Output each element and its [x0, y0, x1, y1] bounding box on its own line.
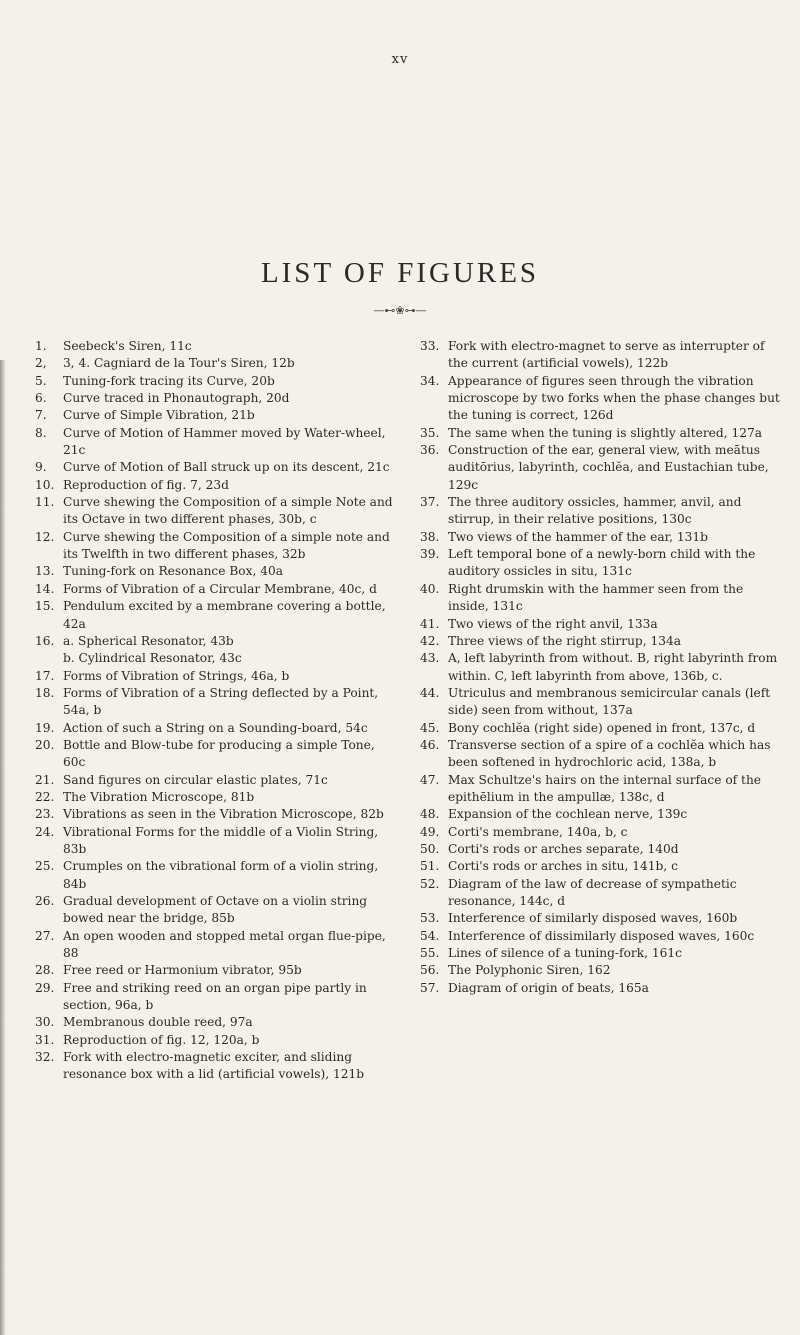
- figure-entry: [35, 1014, 397, 1031]
- figure-number: 55.: [420, 946, 440, 961]
- figure-number: 16.: [35, 633, 55, 648]
- figure-entry: [420, 581, 780, 616]
- figure-description: Corti's rods or arches in situ, 141b, c: [448, 859, 678, 874]
- figure-description: Pendulum excited by a membrane covering a bottle, 42a: [63, 599, 386, 631]
- figure-entry: [35, 581, 397, 598]
- figure-number: 24.: [35, 824, 55, 839]
- figure-entry: [420, 824, 780, 841]
- figure-entry: [35, 407, 397, 424]
- figure-description: Curve shewing the Composition of a simple Note and its Octave in two different phases, 30b, c: [63, 495, 393, 527]
- figure-number: 57.: [420, 980, 440, 995]
- figure-number: 5.: [35, 373, 47, 388]
- page-title: LIST OF FIGURES: [260, 257, 540, 289]
- figure-description: Curve traced in Phonautograph, 20d: [63, 391, 290, 406]
- figure-description: Transverse section of a spire of a cochlĕa which has been softened in hydrochloric acid, 138a, b: [448, 737, 771, 770]
- figure-entry: [35, 633, 397, 650]
- figure-entry: [420, 858, 780, 875]
- figure-description: Utriculus and membranous semicircular canals (left side) seen from without, 137a: [448, 685, 771, 718]
- figure-description: Sand figures on circular elastic plates, 71c: [63, 772, 328, 787]
- figure-entry: [420, 980, 780, 997]
- figure-entry: [35, 390, 397, 407]
- figure-entry: [420, 910, 780, 927]
- figure-description: Two views of the right anvil, 133a: [448, 616, 658, 631]
- figure-description: Diagram of origin of beats, 165a: [448, 980, 649, 995]
- figure-entry: [420, 650, 780, 685]
- figure-number: 29.: [35, 980, 55, 995]
- figure-description: b. Cylindrical Resonator, 43c: [63, 651, 242, 666]
- figure-number: 7.: [35, 408, 47, 423]
- figure-description: Max Schultze's hairs on the internal surface of the epithēlium in the ampullæ, 138c, d: [448, 772, 762, 804]
- figure-number: 54.: [420, 928, 440, 943]
- figure-description: Three views of the right stirrup, 134a: [448, 633, 681, 648]
- figure-number: 25.: [35, 859, 55, 874]
- figure-number: 49.: [420, 824, 440, 839]
- figure-description: Expansion of the cochlean nerve, 139c: [448, 807, 688, 822]
- figure-description: Lines of silence of a tuning-fork, 161c: [448, 946, 682, 961]
- figure-description: Forms of Vibration of Strings, 46a, b: [63, 668, 290, 683]
- figure-number: 26.: [35, 894, 55, 908]
- figure-number: 40.: [420, 581, 440, 596]
- figure-description: Construction of the ear, general view, with meātus auditōrius, labyrinth, cochlĕa, and Eustachian tube, 129c: [448, 443, 769, 492]
- figure-description: Tuning-fork tracing its Curve, 20b: [63, 373, 275, 388]
- figure-description: Bony cochlĕa (right side) opened in front, 137c, d: [448, 720, 756, 735]
- figure-description: Reproduction of fig. 12, 120a, b: [63, 1032, 260, 1047]
- figure-number: 2,: [35, 356, 47, 371]
- figure-description: Tuning-fork on Resonance Box, 40a: [63, 564, 284, 579]
- page-edge-shadow: [0, 360, 6, 1335]
- figure-entry: [420, 772, 780, 807]
- figure-description: The Polyphonic Siren, 162: [448, 963, 611, 978]
- figure-description: Corti's membrane, 140a, b, c: [448, 824, 628, 839]
- figure-description: Gradual development of Octave on a violin string bowed near the bridge, 85b: [63, 894, 368, 926]
- page-number: xv: [391, 52, 409, 67]
- figure-number: 42.: [420, 633, 440, 648]
- figure-description: Seebeck's Siren, 11c: [63, 339, 192, 353]
- figure-number: 31.: [35, 1032, 55, 1047]
- figure-description: Forms of Vibration of a String deflected by a Point, 54a, b: [63, 685, 379, 718]
- figure-entry: [420, 425, 780, 442]
- figure-entry: [35, 720, 397, 737]
- figure-entry: [420, 546, 780, 581]
- figure-description: Forms of Vibration of a Circular Membrane, 40c, d: [63, 581, 377, 596]
- figure-entry: [35, 425, 397, 460]
- figure-description: Fork with electro-magnet to serve as interrupter of the current (artificial vowels), 122b: [448, 339, 765, 371]
- figure-number: 14.: [35, 581, 55, 596]
- ornament-divider: —⊷❀⊶—: [373, 304, 427, 317]
- figure-entry: [420, 928, 780, 945]
- figure-description: Right drumskin with the hammer seen from the inside, 131c: [448, 581, 744, 614]
- figure-entry: [420, 529, 780, 546]
- figure-number: 50.: [420, 841, 440, 856]
- figure-number: 28.: [35, 963, 55, 978]
- figure-number: 22.: [35, 789, 55, 804]
- figure-number: 18.: [35, 685, 55, 700]
- figure-number: 33.: [420, 339, 440, 353]
- figure-number: 47.: [420, 772, 440, 787]
- figure-entry: [35, 789, 397, 806]
- figure-entry: [420, 876, 780, 911]
- figure-description: Free reed or Harmonium vibrator, 95b: [63, 963, 302, 978]
- figure-entry: [35, 598, 397, 633]
- figure-entry: [420, 373, 780, 425]
- figure-description: Vibrations as seen in the Vibration Microscope, 82b: [63, 807, 384, 822]
- figure-description: 3, 4. Cagniard de la Tour's Siren, 12b: [63, 356, 295, 371]
- figure-entry: [35, 1032, 397, 1049]
- figure-entry: [420, 338, 780, 373]
- figure-number: 45.: [420, 720, 440, 735]
- figure-description: Curve shewing the Composition of a simple note and its Twelfth in two different phases, 32b: [63, 529, 390, 562]
- figure-number: 46.: [420, 737, 440, 752]
- figure-entry: [35, 806, 397, 823]
- figure-number: 52.: [420, 876, 440, 891]
- figure-number: 1.: [35, 339, 47, 353]
- figure-number: 56.: [420, 963, 440, 978]
- figure-number: 27.: [35, 928, 55, 943]
- figure-entry: [420, 962, 780, 979]
- figure-entry: [35, 338, 397, 355]
- figure-description: Corti's rods or arches separate, 140d: [448, 841, 679, 856]
- figure-entry: [35, 373, 397, 390]
- figure-entry: [35, 858, 397, 893]
- figure-number: 39.: [420, 547, 440, 562]
- figure-entry: [35, 928, 397, 963]
- figure-list-right-column: [420, 338, 780, 997]
- figure-number: 43.: [420, 651, 440, 666]
- figure-number: 32.: [35, 1050, 55, 1065]
- figure-number: 34.: [420, 373, 440, 388]
- figure-entry: [35, 962, 397, 979]
- figure-entry: [420, 633, 780, 650]
- figure-number: 6.: [35, 391, 47, 406]
- figure-number: 36.: [420, 443, 440, 458]
- figure-number: 44.: [420, 685, 440, 700]
- figure-entry: [35, 685, 397, 720]
- figure-entry: [35, 459, 397, 476]
- figure-number: 9.: [35, 460, 47, 475]
- figure-entry: [420, 806, 780, 823]
- figure-description: Vibrational Forms for the middle of a Violin String, 83b: [63, 824, 379, 856]
- figure-description: Curve of Motion of Ball struck up on its descent, 21c: [63, 460, 390, 475]
- figure-number: 17.: [35, 668, 55, 683]
- figure-description: Interference of similarly disposed waves, 160b: [448, 911, 738, 926]
- figure-entry: [35, 772, 397, 789]
- figure-entry: [35, 1049, 397, 1084]
- figure-number: 37.: [420, 495, 440, 510]
- figure-entry: [420, 442, 780, 494]
- figure-description: Bottle and Blow-tube for producing a simple Tone, 60c: [63, 737, 375, 770]
- figure-number: 10.: [35, 477, 55, 492]
- figure-description: Action of such a String on a Sounding-board, 54c: [63, 720, 368, 735]
- figure-entry: [35, 529, 397, 564]
- figure-entry: [420, 494, 780, 529]
- figure-entry: [35, 893, 397, 928]
- figure-entry: [420, 720, 780, 737]
- figure-description: a. Spherical Resonator, 43b: [63, 633, 234, 648]
- figure-description: The same when the tuning is slightly altered, 127a: [448, 425, 762, 440]
- figure-number: 19.: [35, 720, 55, 735]
- figure-number: 11.: [35, 495, 55, 510]
- figure-number: 13.: [35, 564, 55, 579]
- figure-number: 15.: [35, 599, 55, 614]
- figure-description: Membranous double reed, 97a: [63, 1015, 253, 1030]
- figure-description: A, left labyrinth from without. B, right labyrinth from within. C, left labyrinth from above, 136b, c.: [448, 651, 778, 683]
- figure-description: An open wooden and stopped metal organ flue-pipe, 88: [63, 928, 386, 961]
- figure-number: 48.: [420, 807, 440, 822]
- figure-entry: [35, 477, 397, 494]
- figure-number: 21.: [35, 772, 55, 787]
- figure-number: 41.: [420, 616, 440, 631]
- figure-description: Fork with electro-magnetic exciter, and sliding resonance box with a lid (artificial vowels), 121b: [63, 1050, 365, 1082]
- figure-number: 30.: [35, 1015, 55, 1030]
- figure-entry: [420, 945, 780, 962]
- figure-description: Free and striking reed on an organ pipe partly in section, 96a, b: [63, 980, 367, 1013]
- figure-description: Curve of Simple Vibration, 21b: [63, 408, 255, 423]
- figure-entry: [35, 355, 397, 372]
- figure-entry: [35, 737, 397, 772]
- figure-number: 12.: [35, 529, 55, 544]
- figure-entry: [35, 824, 397, 859]
- figure-list-left-column: [35, 338, 397, 1084]
- figure-description: Diagram of the law of decrease of sympathetic resonance, 144c, d: [448, 876, 737, 908]
- figure-description: The Vibration Microscope, 81b: [63, 789, 255, 804]
- figure-number: 51.: [420, 859, 440, 874]
- figure-entry: [420, 737, 780, 772]
- figure-number: 38.: [420, 529, 440, 544]
- figure-entry: [35, 494, 397, 529]
- figure-description: Two views of the hammer of the ear, 131b: [448, 529, 708, 544]
- figure-entry: [420, 841, 780, 858]
- figure-entry: [35, 980, 397, 1015]
- figure-number: 20.: [35, 737, 55, 752]
- figure-number: 23.: [35, 807, 55, 822]
- figure-number: 35.: [420, 425, 440, 440]
- figure-number: 8.: [35, 425, 47, 440]
- figure-description: Reproduction of fig. 7, 23d: [63, 477, 229, 492]
- figure-description: Curve of Motion of Hammer moved by Water-wheel, 21c: [63, 425, 386, 458]
- figure-number: 53.: [420, 911, 440, 926]
- figure-description: Crumples on the vibrational form of a violin string, 84b: [63, 859, 379, 891]
- figure-description: Appearance of figures seen through the vibration microscope by two forks when the phase changes but the tuning is correct, 126d: [448, 373, 780, 423]
- figure-entry: [420, 616, 780, 633]
- figure-description: Interference of dissimilarly disposed waves, 160c: [448, 928, 755, 943]
- figure-entry: [35, 563, 397, 580]
- figure-description: The three auditory ossicles, hammer, anvil, and stirrup, in their relative positions, 130c: [448, 495, 742, 527]
- figure-entry: [420, 685, 780, 720]
- figure-entry: [35, 668, 397, 685]
- figure-description: Left temporal bone of a newly-born child with the auditory ossicles in situ, 131c: [448, 547, 756, 579]
- figure-entry: [35, 650, 397, 667]
